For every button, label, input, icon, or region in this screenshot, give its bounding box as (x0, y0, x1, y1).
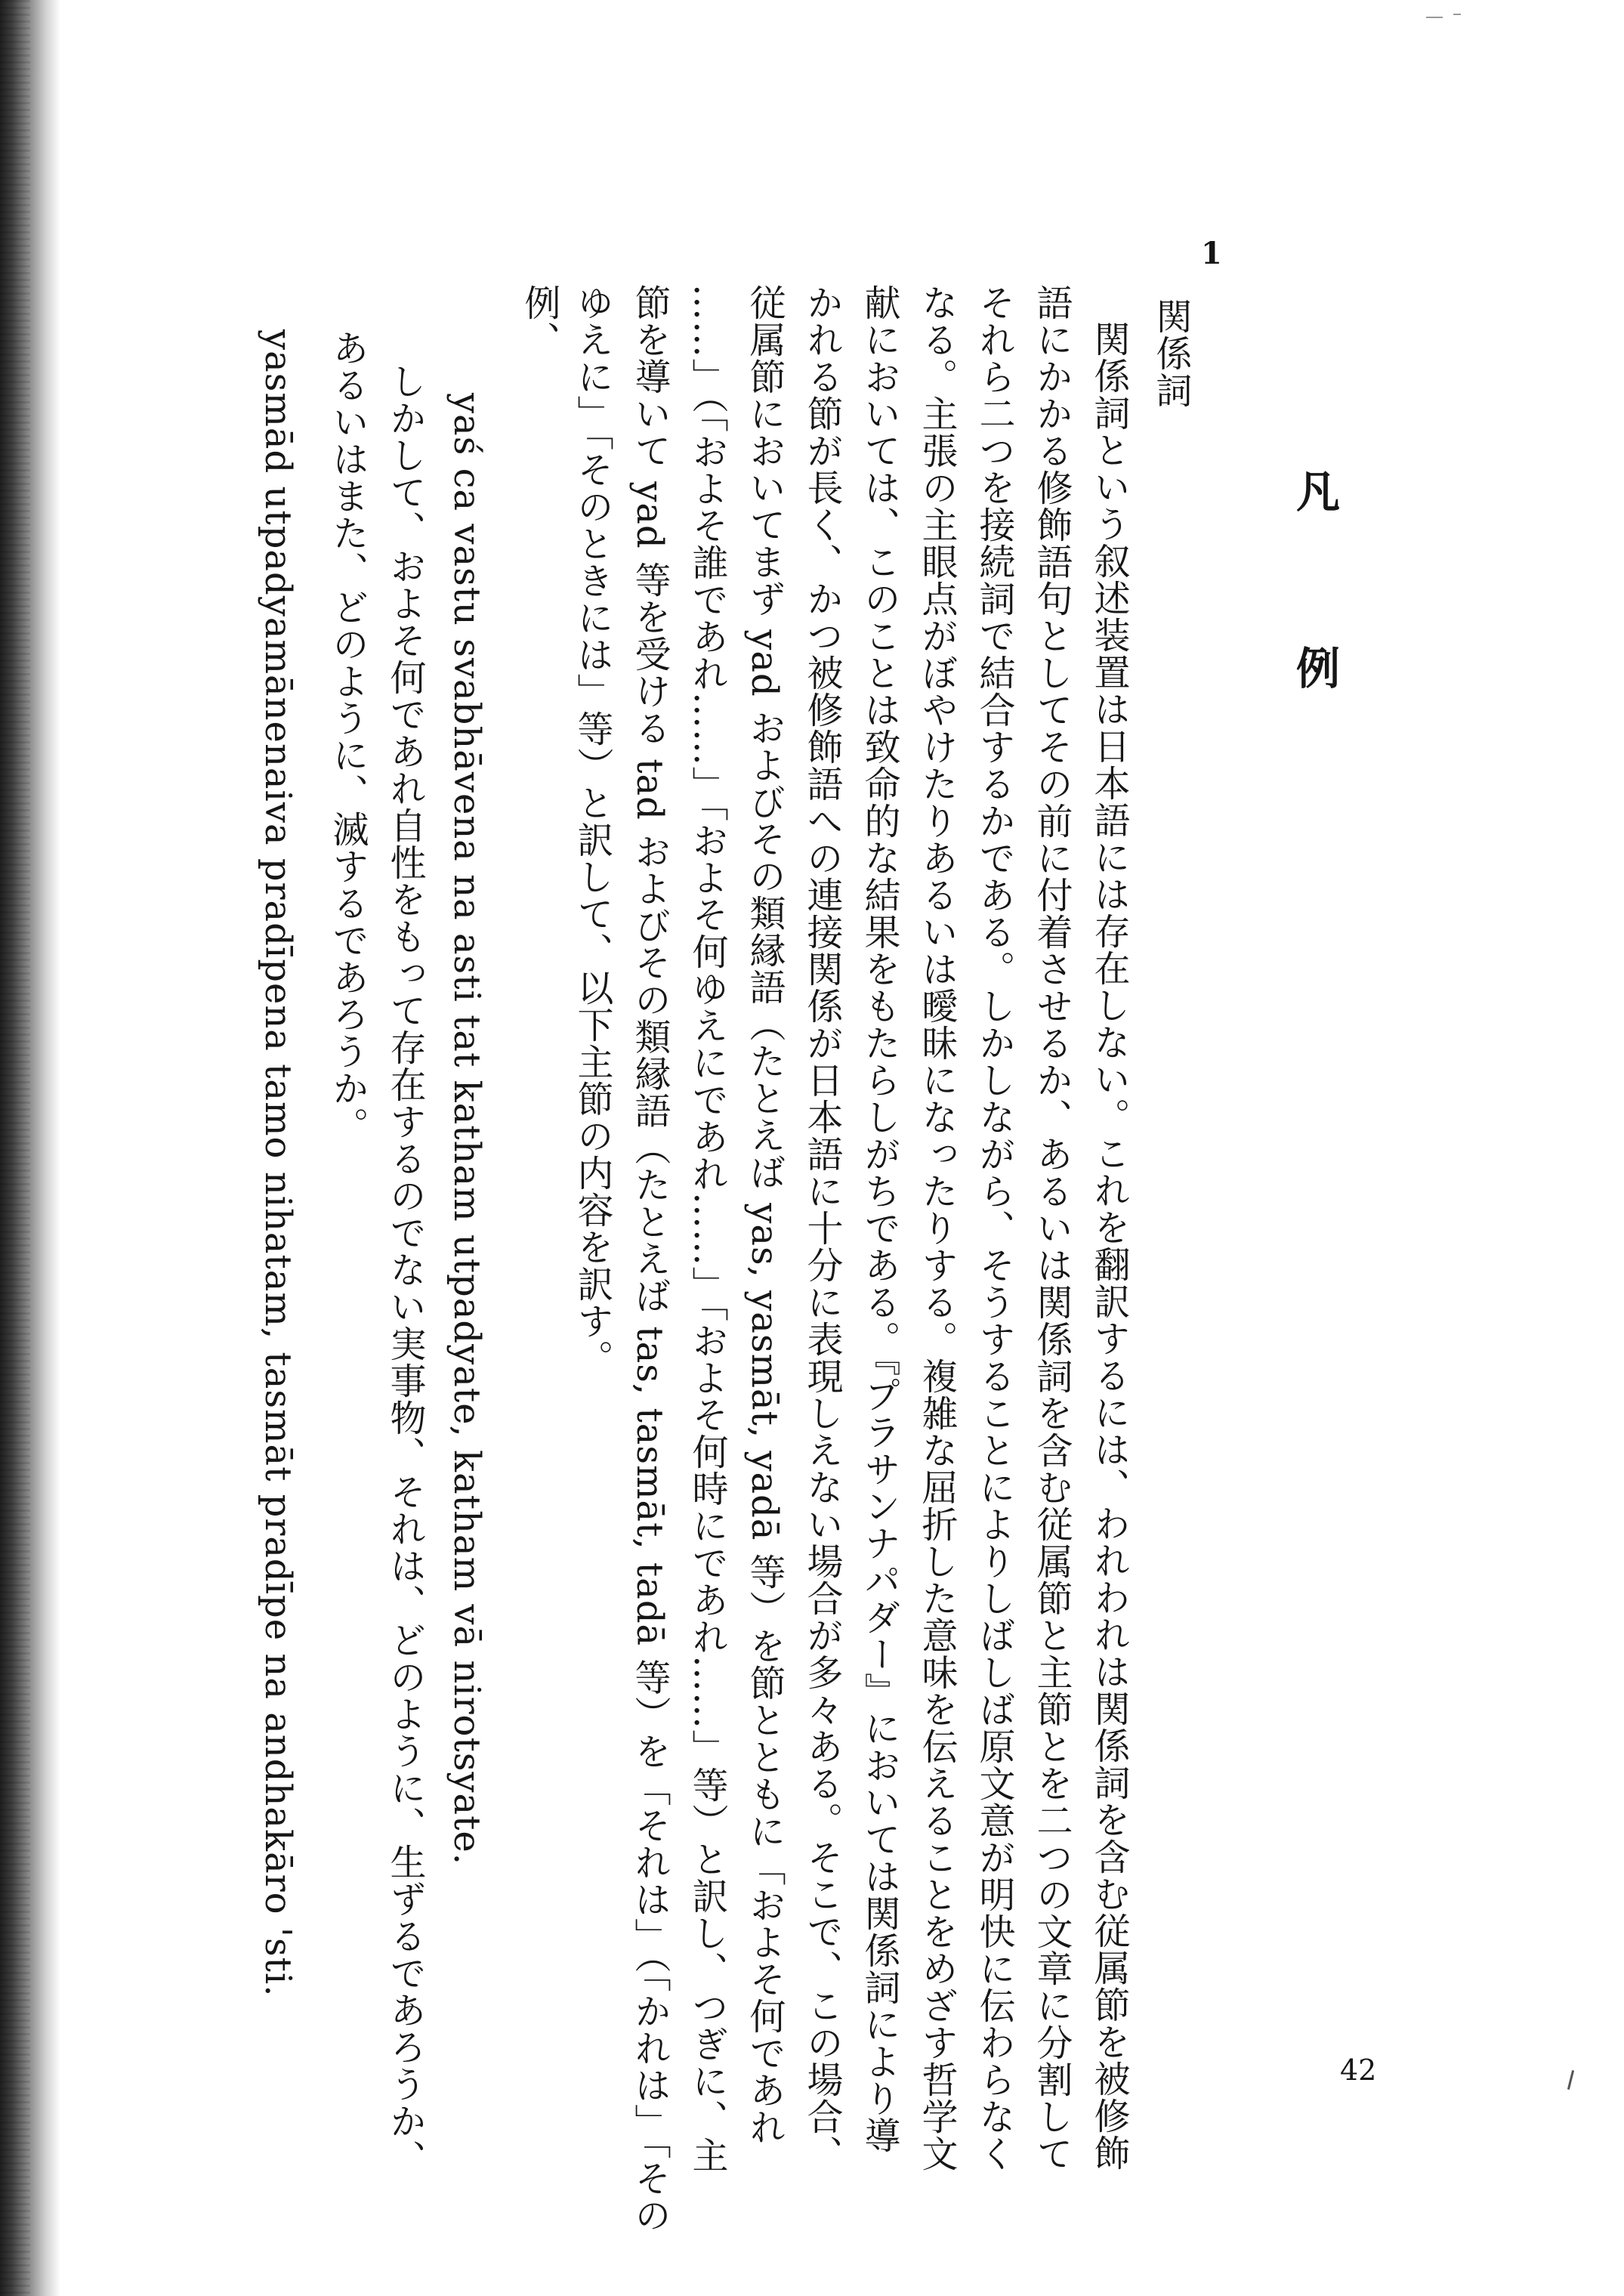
page-title: 凡 例 (1289, 468, 1340, 749)
body-column-4: なる。主張の主眼点がぼやけたりあるいは曖昧になったりする。複雑な屈折した意味を伝えることをめざす哲学文 (915, 284, 958, 2172)
example-translation-1: しかして、およそ何であれ自性をもって存在するのでない実事物、それは、どのように、生ずるであろうか、 (384, 363, 426, 2177)
scan-mark (1426, 17, 1443, 18)
page-number: 42 (1340, 2053, 1377, 2087)
example-translation-2: あるいはまた、どのように、滅するであろうか。 (326, 329, 369, 1144)
scan-mark (1567, 2070, 1574, 2090)
example-romanized-1: yaś ca vastu svabhāvena na asti tat katham utpadyate, katham vā nirotsyate. (446, 393, 488, 1866)
body-column-9: 節を導いて yad 等を受ける tad およびその類縁語（たとえば tas, tasmāt, tadā 等）を「それは」（「かれは」「その (628, 284, 671, 2234)
example-romanized-2: yasmād utpadyamānenaiva pradīpena tamo nihatam, tasmāt pradīpe na andhakāro 'sti. (257, 329, 299, 1998)
body-column-6: かれる節が長く、かつ被修飾語への連接関係が日本語に十分に表現しえない場合が多々ある。そこで、この場合、 (801, 284, 843, 2172)
body-column-1: 関係詞という叙述装置は日本語には存在しない。これを翻訳するには、われわれは関係詞を含む従属節を被修飾 (1088, 320, 1130, 2171)
section-number: 1 (1201, 236, 1222, 271)
body-column-2: 語にかかる修飾語句としてその前に付着させるか、あるいは関係詞を含む従属節と主節とを二つの文章に分割して (1030, 284, 1073, 2172)
body-column-10: ゆえに」「そのときには」等）と訳して、以下主節の内容を訳す。 (571, 284, 613, 1377)
body-column-7: 従属節においてまず yad およびその類縁語（たとえば yas, yasmāt, yadā 等）を節とともに「およそ何であれ (743, 284, 786, 2146)
body-column-8: ……」（「およそ誰であれ……」「およそ何ゆえにであれ……」「およそ何時にであれ……」等）と訳し、つぎに、主 (686, 284, 728, 2174)
section-heading: 関係詞 (1150, 298, 1192, 409)
body-column-3: それら二つを接続詞で結合するかである。しかしながら、そうすることによりしばしば原文意が明快に伝わらなく (973, 284, 1015, 2172)
scan-mark (1453, 14, 1461, 15)
example-label: 例、 (518, 284, 560, 358)
body-column-5: 献においては、このことは致命的な結果をもたらしがちである。『プラサンナパダー』においては関係詞により導 (858, 284, 900, 2154)
scan-edge-texture (0, 0, 30, 2296)
